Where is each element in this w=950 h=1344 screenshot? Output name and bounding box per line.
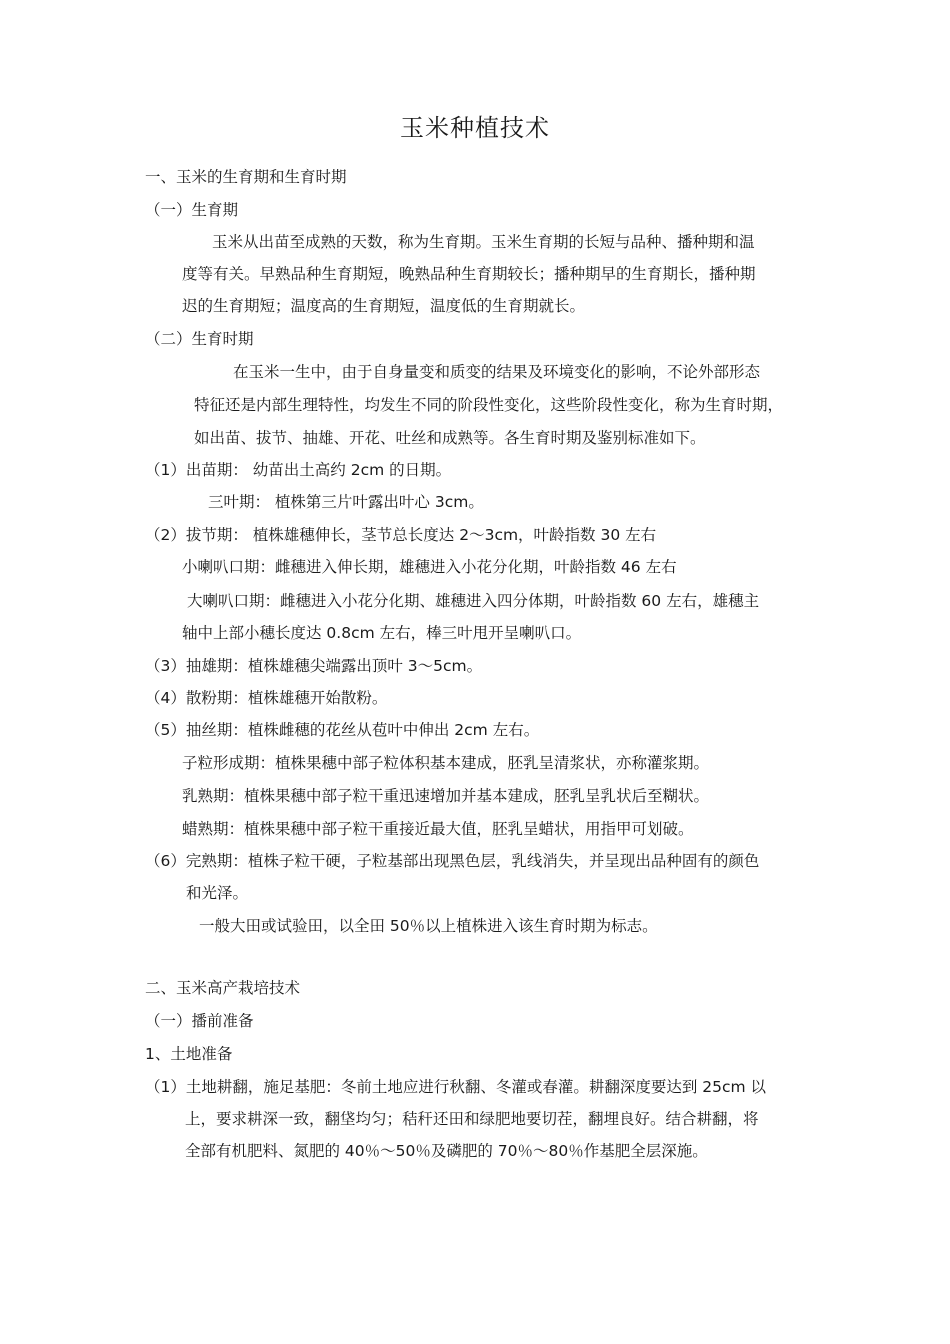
document-title: 玉米种植技术 <box>400 114 550 142</box>
subsection-heading: （一）播前准备 <box>145 1012 254 1030</box>
list-item-sub: 小喇叭口期：雌穗进入伸长期，雄穗进入小花分化期，叶龄指数 46 左右 <box>182 558 677 576</box>
section-heading-1: 一、玉米的生育期和生育时期 <box>145 168 347 186</box>
list-item: （6）完熟期：植株子粒干硬，子粒基部出现黑色层，乳线消失，并呈现出品种固有的颜色 <box>145 852 760 870</box>
paragraph-line: 玉米从出苗至成熟的天数，称为生育期。玉米生育期的长短与品种、播种期和温 <box>212 233 755 251</box>
list-item-sub: 和光泽。 <box>186 884 249 902</box>
subsection-heading: （一）生育期 <box>145 201 239 219</box>
paragraph-line: 度等有关。早熟品种生育期短，晚熟品种生育期较长；播种期早的生育期长，播种期 <box>182 265 756 283</box>
paragraph-line: 在玉米一生中，由于自身量变和质变的结果及环境变化的影响，不论外部形态 <box>233 363 761 381</box>
section-heading-2: 二、玉米高产栽培技术 <box>145 979 301 997</box>
paragraph-line: 特征还是内部生理特性，均发生不同的阶段性变化，这些阶段性变化，称为生育时期， <box>194 396 784 414</box>
list-item-sub: 轴中上部小穗长度达 0.8cm 左右，棒三叶甩开呈喇叭口。 <box>182 624 582 642</box>
paragraph-line: 一般大田或试验田，以全田 50％以上植株进入该生育时期为标志。 <box>199 917 658 935</box>
list-item-sub: 大喇叭口期：雌穗进入小花分化期、雄穗进入四分体期，叶龄指数 60 左右，雄穗主 <box>187 592 760 610</box>
list-item-sub: 全部有机肥料、氮肥的 40％～50％及磷肥的 70％～80％作基肥全层深施。 <box>185 1142 708 1160</box>
list-item: （2）拔节期： 植株雄穗伸长，茎节总长度达 2～3cm，叶龄指数 30 左右 <box>145 526 657 544</box>
list-item: （4）散粉期：植株雄穗开始散粉。 <box>145 689 388 707</box>
list-item-sub: 蜡熟期：植株果穗中部子粒干重接近最大值，胚乳呈蜡状，用指甲可划破。 <box>182 820 694 838</box>
list-item-sub: 乳熟期：植株果穗中部子粒干重迅速增加并基本建成，胚乳呈乳状后至糊状。 <box>182 787 710 805</box>
list-item-sub: 上，要求耕深一致，翻垡均匀；秸秆还田和绿肥地要切茬，翻埋良好。结合耕翻，将 <box>185 1110 759 1128</box>
subsection-heading: （二）生育时期 <box>145 330 254 348</box>
list-item: （1）出苗期： 幼苗出土高约 2cm 的日期。 <box>145 461 452 479</box>
paragraph-line: 迟的生育期短；温度高的生育期短，温度低的生育期就长。 <box>182 297 586 315</box>
list-item: （5）抽丝期：植株雌穗的花丝从苞叶中伸出 2cm 左右。 <box>145 721 540 739</box>
list-item-sub: 三叶期： 植株第三片叶露出叶心 3cm。 <box>208 493 484 511</box>
subsection-heading: 1、土地准备 <box>145 1045 233 1063</box>
list-item-sub: 子粒形成期：植株果穗中部子粒体积基本建成，胚乳呈清浆状，亦称灌浆期。 <box>182 754 710 772</box>
paragraph-line: 如出苗、拔节、抽雄、开花、吐丝和成熟等。各生育时期及鉴别标准如下。 <box>194 429 706 447</box>
list-item: （3）抽雄期：植株雄穗尖端露出顶叶 3～5cm。 <box>145 657 483 675</box>
list-item: （1）土地耕翻，施足基肥：冬前土地应进行秋翻、冬灌或春灌。耕翻深度要达到 25cm 以 <box>145 1078 767 1096</box>
